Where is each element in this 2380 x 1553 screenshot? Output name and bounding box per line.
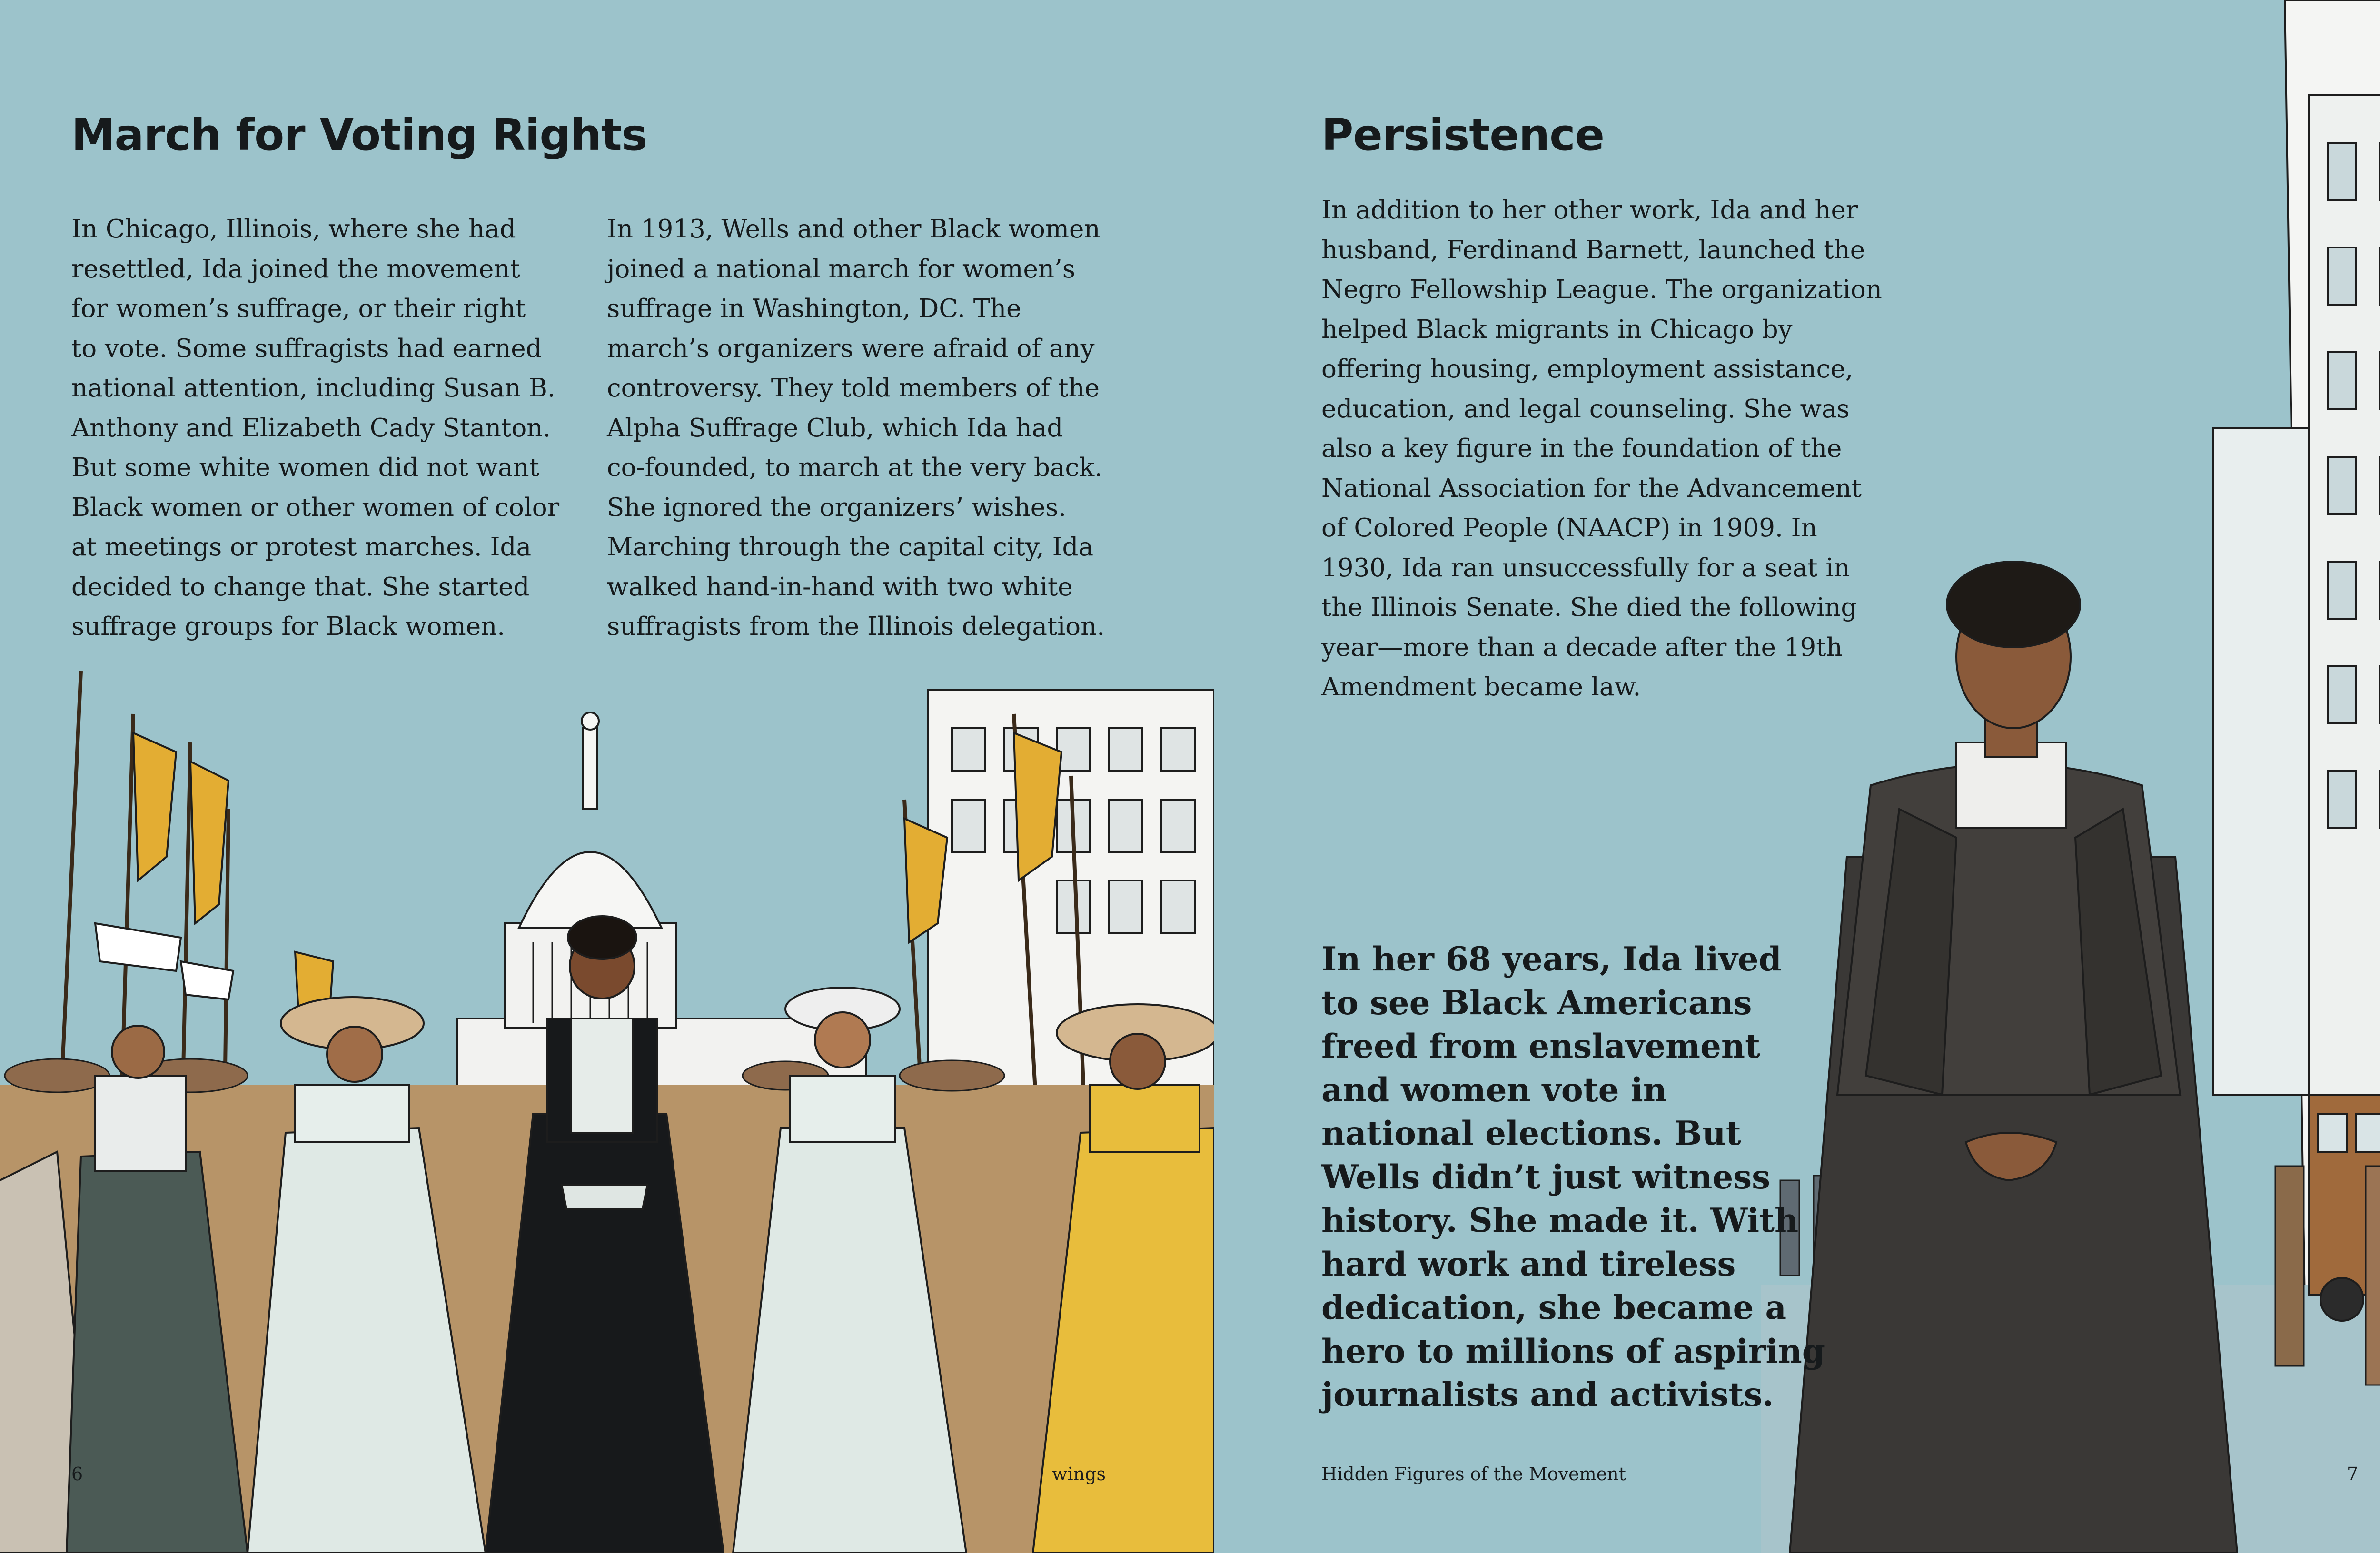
- body-column-1: In Chicago, Illinois, where she had resettled, Ida joined the movement for women’s suffrage, or their right to vote. Some suffragists had earned national attention, including Susan B. Anthony and Elizabeth Cady Stanton. But some white women did not want Black women or other women of color at meetings or protest marches. Ida decided to change that. She started suffrage groups for Black women.: [71, 215, 560, 641]
- right-page: [1214, 0, 2380, 1553]
- heading-march-for-voting-rights: March for Voting Rights: [71, 109, 647, 160]
- pull-quote: In her 68 years, Ida lived to see Black Americans freed from enslavement and women vote in national elections. But Wells didn’t just witness history. She made it. With hard work and tireless dedication, she became a hero to millions of aspiring journalists and activists.: [1321, 940, 1825, 1414]
- page-number-right: 7: [2347, 1464, 2359, 1484]
- ida-figure: [1790, 562, 2237, 1553]
- march-illustration: [0, 657, 1214, 1553]
- persistence-body: In addition to her other work, Ida and her husband, Ferdinand Barnett, launched the Negro Fellowship League. The organization helped Black migrants in Chicago by offering housing, employment assistance, education, and legal counseling. She was also a key figure in the foundation of the National Association for the Advancement of Colored People (NAACP) in 1909. In 1930, Ida ran unsuccessfully for a seat in the Illinois Senate. She died the following year—more than a decade after the 19th Amendment became law.: [1321, 196, 1882, 702]
- body-column-2: In 1913, Wells and other Black women joined a national march for women’s suffrage in Washington, DC. The march’s organizers were afraid of any controversy. They told members of the Alpha Suffrage Club, which Ida had co-founded, to march at the very back. She ignored the organizers’ wishes. Marching through the capital city, Ida walked hand-in-hand with two white suffragists from the Illinois delegation.: [607, 215, 1105, 641]
- page-number-left: 6: [71, 1464, 83, 1484]
- illustration-watermark: wings: [1052, 1464, 1106, 1484]
- running-head: Hidden Figures of the Movement: [1321, 1464, 1626, 1484]
- heading-persistence: Persistence: [1321, 109, 1605, 160]
